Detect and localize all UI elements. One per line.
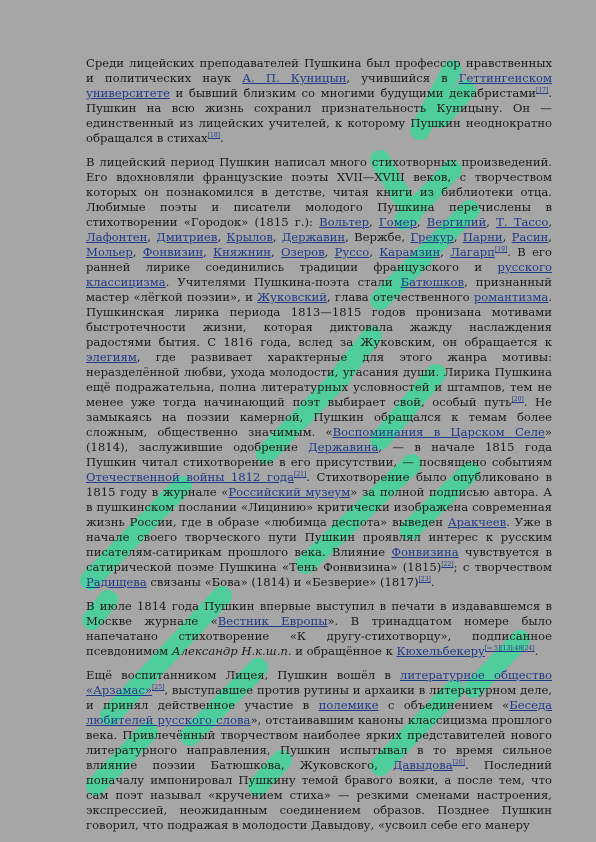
body-text: ». В тринадцатом номере было напечатано стихотворение «К другу-стихотворцу», подписанное псевдонимом — [86, 614, 552, 658]
paragraph — [86, 56, 552, 146]
body-text: », отстаивавшим каноны классицизма прошлого века. Привлечённый творчеством наиболее ярких представителей нового литературного направления, Пушкин испытывал в то время сильное влияние поэзии Батюшкова, Жуковского, — [86, 713, 552, 772]
footnote-reference[interactable]: [17] — [535, 87, 549, 95]
wiki-link[interactable]: Беседа любителей русского слова — [86, 698, 552, 727]
wiki-link[interactable]: Фонвизин — [142, 245, 204, 259]
body-text: и обращённое к — [291, 644, 397, 658]
wiki-link[interactable]: Давыдова — [393, 758, 453, 772]
paragraph — [86, 599, 552, 659]
wiki-link[interactable]: Лагарп — [450, 245, 495, 259]
body-text: , учившийся в — [346, 71, 459, 85]
body-text: , выступавшее против рутины и архаики в литературном деле, и принял действенное участие в — [86, 683, 552, 712]
wiki-link[interactable]: Лафонтен — [86, 230, 148, 244]
wiki-link[interactable]: Дмитриев — [156, 230, 218, 244]
wiki-link[interactable]: Крылов — [226, 230, 273, 244]
wiki-link[interactable]: Карамзин — [379, 245, 441, 259]
body-text: ; с творчеством — [453, 560, 552, 574]
wiki-link[interactable]: элегиям — [86, 350, 137, 364]
body-text: , — [132, 245, 143, 259]
body-text: . Последний поначалу импонировал Пушкину темой бравого вояки, а после тем, что сам поэт называл «кручением стиха» — резкими сменами настроения, экспрессией, неожиданным соединением образов. Позднее Пушкин говорил, что подражая в молодости Давыдову, «усвоил себе его манеру — [86, 758, 552, 832]
body-text: , — [440, 245, 451, 259]
wiki-link[interactable]: Российский музеум — [228, 485, 351, 499]
body-text: , — [453, 230, 463, 244]
wiki-link[interactable]: Воспоминания в Царском Селе — [332, 425, 545, 439]
body-text: . В его ранней лирике соединились традиции французского и — [86, 245, 552, 274]
wiki-link[interactable]: Батюшков — [400, 275, 465, 289]
body-text: . — [220, 131, 224, 145]
body-text: , — [217, 230, 227, 244]
body-text: . Не замыкаясь на поэзии камерной, Пушкин обращался к темам более сложным, общественно значимым. « — [86, 395, 553, 439]
body-text: . Пушкин на всю жизнь сохранил признательность Куницыну. Он — единственный из лицейских учителей, к которому Пушкин неоднократно обращался в стихах — [86, 86, 552, 145]
body-text: . — [430, 575, 435, 589]
wiki-link[interactable]: романтизма — [473, 290, 549, 304]
footnote-reference[interactable]: [20] — [511, 396, 524, 404]
wiki-link[interactable]: полемике — [318, 698, 379, 712]
wiki-link[interactable]: Жуковский — [257, 290, 327, 304]
wiki-link[interactable]: Вергилий — [426, 215, 487, 229]
body-text: » (1814), заслужившие одобрение — [86, 425, 552, 454]
body-text: . Стихотворение было опубликовано в 1815 году в журнале « — [86, 470, 552, 499]
wiki-link[interactable]: русского классицизма — [86, 260, 552, 289]
body-text: Среди лицейских преподавателей Пушкина был профессор нравственных и политических наук — [86, 56, 552, 85]
body-text: и бывший близким со многими будущими декабристами — [169, 86, 536, 100]
wiki-link[interactable]: Вольтер — [319, 215, 370, 229]
body-text: » за полной подписью автора. А в пушкинском послании «Лицинию» критически изображена современная жизнь России, где в образе «любимца деспота» выведен — [86, 485, 553, 529]
footnote-reference[interactable]: [25] — [152, 684, 165, 692]
body-text: . Пушкинская лирика периода 1813—1815 годов пронизана мотивами быстротечности жизни, которая диктовала жажду наслаждения радостями бытия. С 1816 года, вслед за Жуковским, он обращается к — [86, 290, 552, 349]
footnote-reference[interactable]: [23] — [418, 576, 431, 584]
body-text: , — [369, 245, 380, 259]
footnote-reference[interactable]: [18] — [207, 132, 221, 140]
wiki-link[interactable]: Отечественной войны 1812 года — [86, 470, 294, 484]
wiki-link[interactable]: Кюхельбекеру — [396, 644, 485, 658]
wiki-link[interactable]: Державин — [281, 230, 346, 244]
body-text: В июле 1814 года Пушкин впервые выступил в печати в издававшемся в Москве журнале « — [86, 599, 552, 628]
body-text: . Учителями Пушкина-поэта стали — [165, 275, 401, 289]
wiki-link[interactable]: Радищева — [86, 575, 147, 589]
footnote-reference[interactable]: [26] — [452, 759, 465, 767]
body-text: , — [416, 215, 427, 229]
body-text: , — [147, 230, 157, 244]
footnote-reference[interactable]: [⇨ 5][13]:48[24] — [484, 645, 535, 653]
body-text: , Вержбе, — [345, 230, 411, 244]
body-text: , — [324, 245, 335, 259]
article-body — [86, 56, 552, 842]
wiki-link[interactable]: Мольер — [86, 245, 133, 259]
body-text: , глава отечественного — [326, 290, 474, 304]
wiki-link[interactable]: Руссо — [334, 245, 370, 259]
wiki-link[interactable]: Вестник Европы — [217, 614, 328, 628]
body-text: . Уже в начале своего творческого пути Пушкин проявлял интерес к русским писателям-сатирикам прошлого века. Влияние — [86, 515, 553, 559]
wiki-link[interactable]: Т. Тассо — [496, 215, 549, 229]
wiki-link[interactable]: литературное общество «Арзамас» — [86, 668, 552, 697]
body-text: , — [272, 230, 282, 244]
body-text: , — [486, 215, 497, 229]
body-text: , — [203, 245, 214, 259]
paragraph — [86, 155, 552, 590]
footnote-reference[interactable]: [21] — [293, 471, 307, 479]
footnote-reference[interactable]: [19] — [494, 246, 508, 254]
wiki-link[interactable]: Княжнин — [213, 245, 272, 259]
wiki-link[interactable]: Державина — [308, 440, 379, 454]
body-text: , — [548, 215, 553, 229]
body-text: , — [502, 230, 512, 244]
wiki-link[interactable]: Аракчеев — [447, 515, 507, 529]
wiki-link[interactable]: Геттингенском университете — [86, 71, 552, 100]
body-text: , — [369, 215, 379, 229]
body-text: , — в начале 1815 года Пушкин читал стихотворение в его присутствии, — посвящено событиям — [86, 440, 553, 469]
body-text: , — [548, 230, 552, 244]
wiki-link[interactable]: Расин — [511, 230, 549, 244]
wiki-link[interactable]: Гомер — [378, 215, 417, 229]
body-text: с объединением « — [378, 698, 510, 712]
pseudonym-text: Александр Н.к.ш.п. — [171, 644, 292, 658]
body-text: . — [534, 644, 539, 658]
body-text: , — [271, 245, 282, 259]
body-text: Ещё воспитанником Лицея, Пушкин вошёл в — [86, 668, 400, 682]
wiki-link[interactable]: Озеров — [281, 245, 325, 259]
footnote-reference[interactable]: [22] — [441, 561, 454, 569]
paragraph — [86, 668, 552, 833]
body-text: В лицейский период Пушкин написал много стихотворных произведений. Его вдохновляли французские поэты XVII—XVIII веков, с творчеством которых он познакомился в детстве, читая книги из библиотеки отца. Любимые поэты и писатели молодого Пушкина перечислены в стихотворении «Городок» (1815 г.): — [86, 155, 552, 229]
wiki-link[interactable]: А. П. Куницын — [242, 71, 347, 85]
body-text: чувствуется в сатирической поэме Пушкина «Тень Фонвизина» (1815) — [86, 545, 552, 574]
body-text: , где развивает характерные для этого жанра мотивы: неразделённой любви, ухода молодости, угасания души. Лирика Пушкина ещё подражательна, полна литературных условностей и штампов, тем не менее уже тогда начинающий поэт выбирает свой, особый путь — [86, 350, 552, 409]
wiki-link[interactable]: Грекур — [410, 230, 454, 244]
body-text: , признанный мастер «лёгкой поэзии», и — [86, 275, 553, 304]
wiki-link[interactable]: Фонвизина — [391, 545, 459, 559]
body-text: связаны «Бова» (1814) и «Безверие» (1817) — [146, 575, 419, 589]
wiki-link[interactable]: Парни — [462, 230, 503, 244]
